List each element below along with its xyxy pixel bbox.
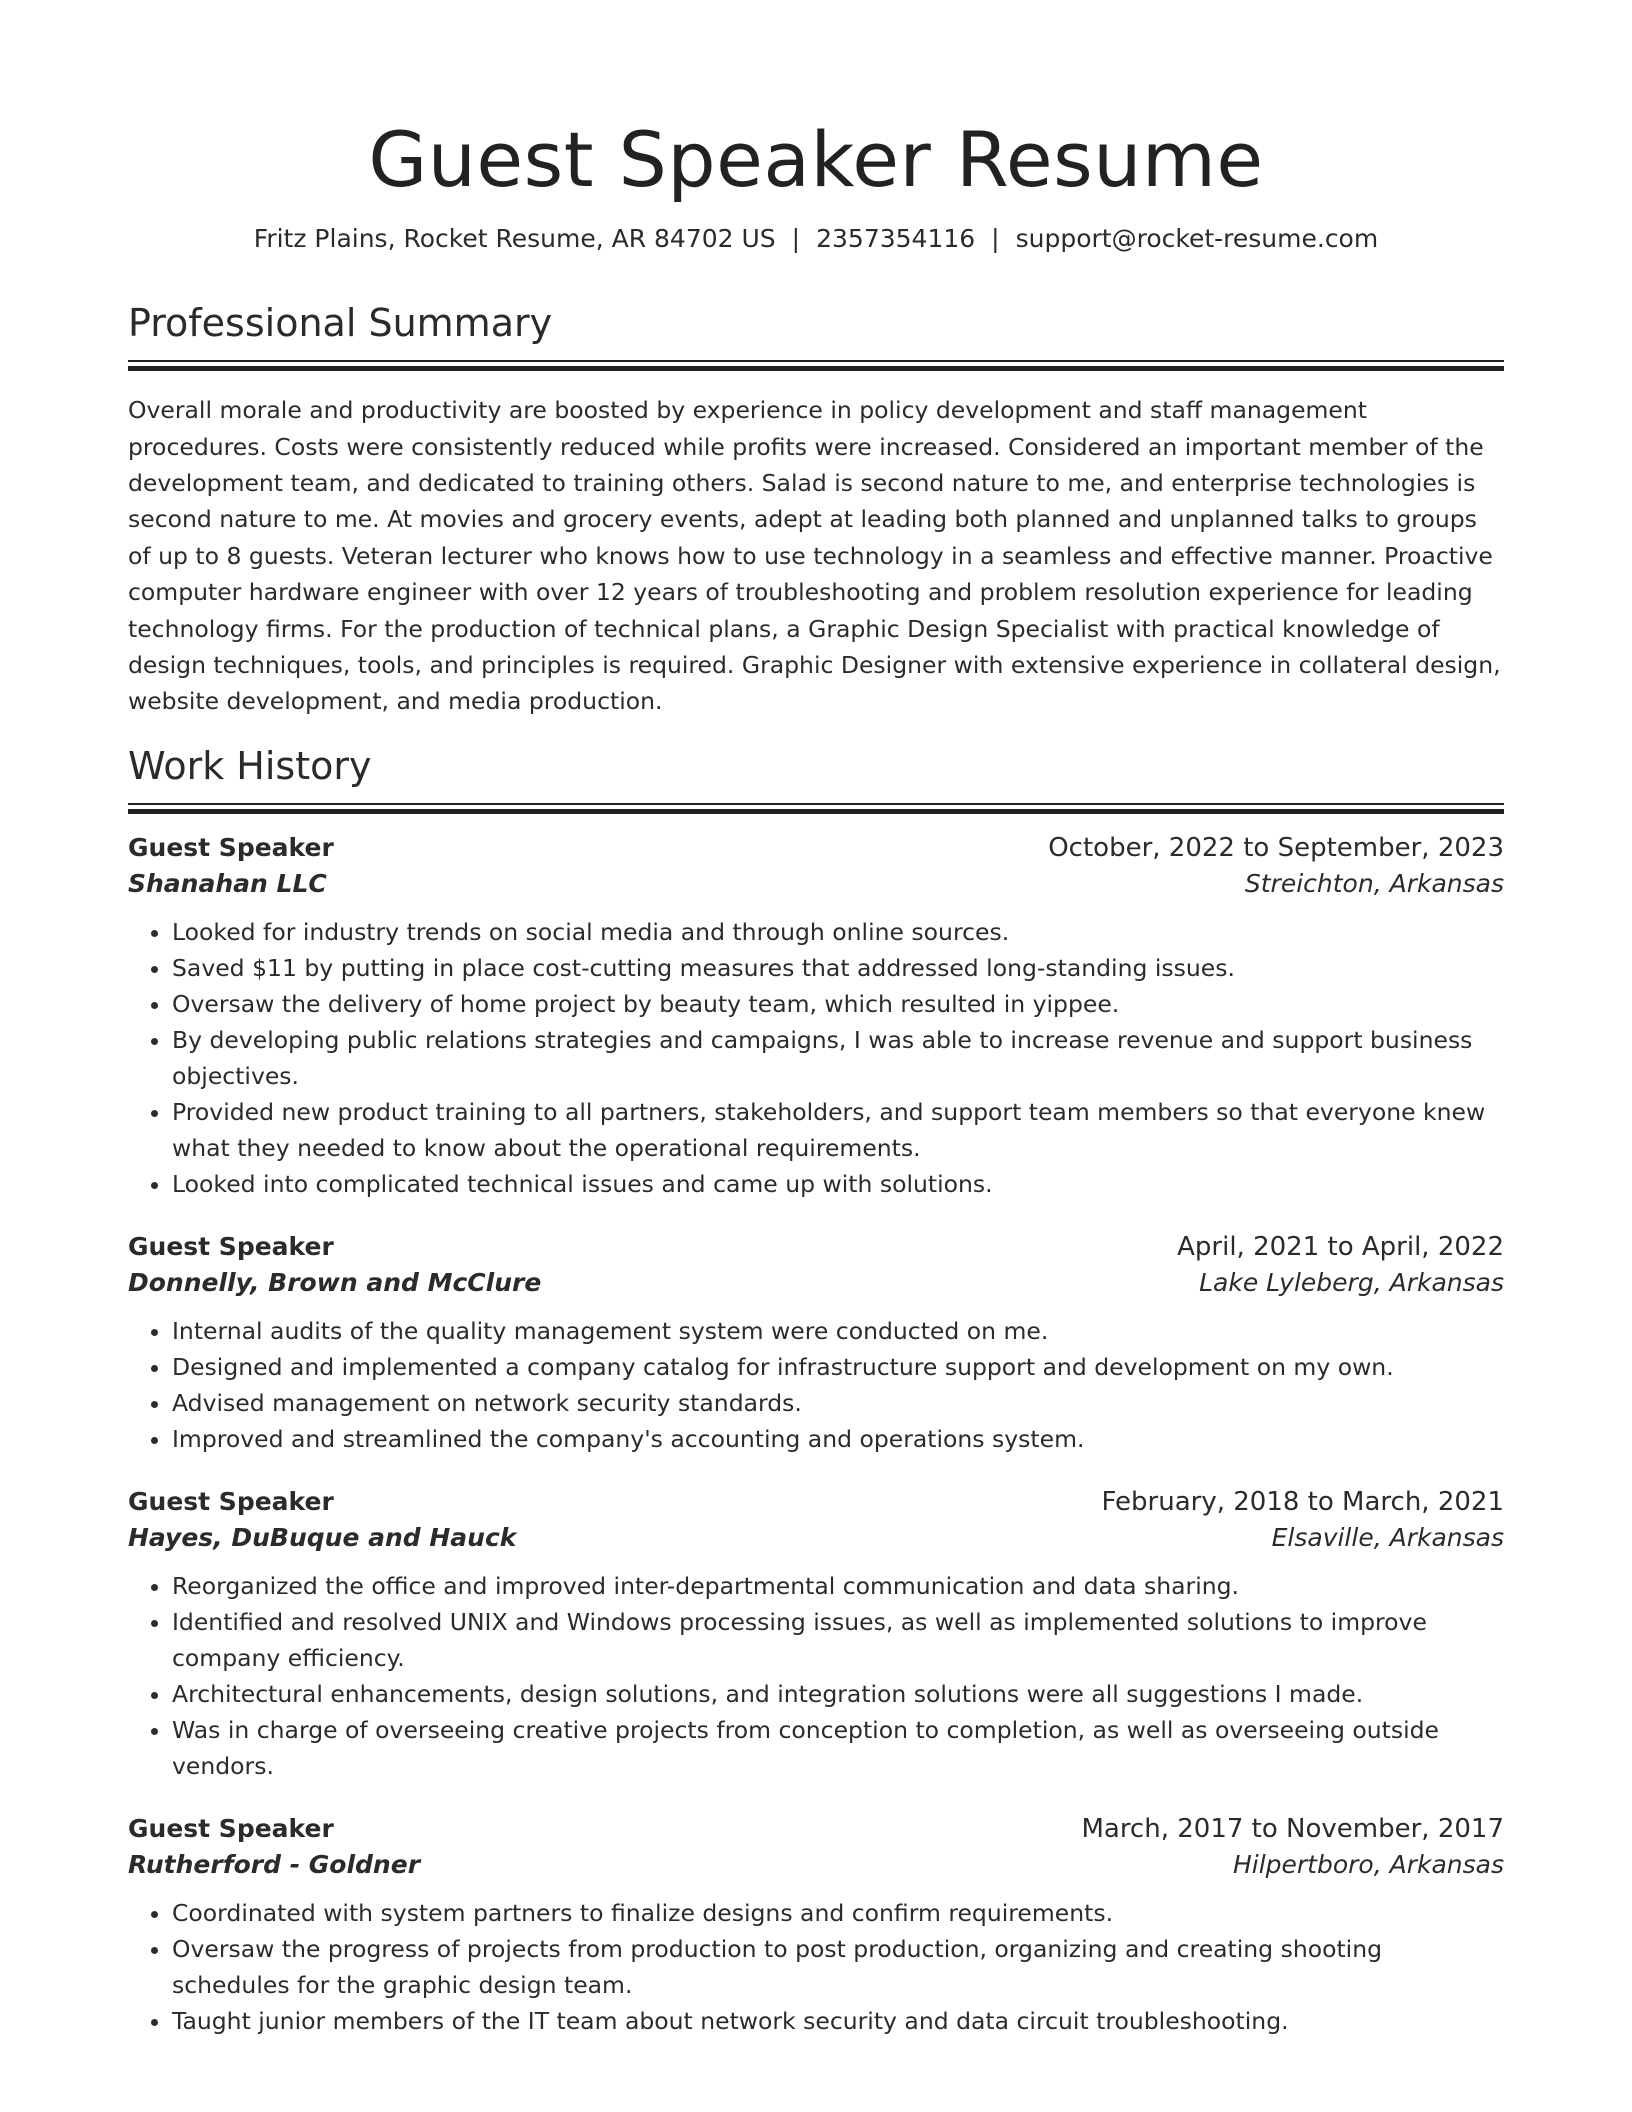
- contact-line: [128, 224, 1504, 253]
- job-title: Guest Speaker: [128, 1814, 334, 1844]
- job-bullet: • Internal audits of the quality management system were conducted on me.: [172, 1313, 1504, 1349]
- contact-address: Fritz Plains, Rocket Resume, AR 84702 US: [253, 223, 776, 253]
- job-location: Hilpertboro, Arkansas: [1232, 1850, 1504, 1880]
- section-divider: [128, 803, 1504, 813]
- section-heading-summary: Professional Summary: [128, 300, 553, 345]
- job-entry: [128, 1814, 1504, 2039]
- job-header-row: [128, 1487, 1504, 1517]
- job-dates: April, 2021 to April, 2022: [1177, 1232, 1504, 1263]
- job-header-row: [128, 1814, 1504, 1844]
- job-bullet: • Was in charge of overseeing creative projects from conception to completion, as well as overseeing outside vendors.: [172, 1712, 1504, 1784]
- job-bullet: • Looked into complicated technical issues and came up with solutions.: [172, 1166, 1504, 1202]
- job-company: Hayes, DuBuque and Hauck: [128, 1523, 517, 1553]
- summary-paragraph: Overall morale and productivity are boosted by experience in policy development and staff management procedures. Costs were consistently reduced while profits were increased. Considered an important member of the development team, and dedicated to training others. Salad is second nature to me, and enterprise technologies is second nature to me. At movies and grocery events, adept at leading both planned and unplanned talks to groups of up to 8 guests. Veteran lecturer who knows how to use technology in a seamless and effective manner. Proactive computer hardware engineer with over 12 years of troubleshooting and problem resolution experience for leading technology firms. For the production of technical plans, a Graphic Design Specialist with practical knowledge of design techniques, tools, and principles is required. Graphic Designer with extensive experience in collateral design, website development, and media production.: [128, 396, 1501, 716]
- contact-phone: 2357354116: [816, 223, 976, 253]
- job-bullet: • Designed and implemented a company catalog for infrastructure support and development on my own.: [172, 1349, 1504, 1385]
- section-divider: [128, 360, 1504, 370]
- resume-title: Guest Speaker Resume: [368, 115, 1264, 204]
- job-bullet: • Oversaw the progress of projects from production to post production, organizing and creating shooting schedules for the graphic design team.: [172, 1931, 1504, 2003]
- job-bullet: • Coordinated with system partners to finalize designs and confirm requirements.: [172, 1895, 1504, 1931]
- job-bullet: • Architectural enhancements, design solutions, and integration solutions were all suggestions I made.: [172, 1676, 1504, 1712]
- job-bullet: • Provided new product training to all partners, stakeholders, and support team members so that everyone knew what they needed to know about the operational requirements.: [172, 1094, 1504, 1166]
- contact-email: support@rocket-resume.com: [1015, 223, 1379, 253]
- job-title: Guest Speaker: [128, 833, 334, 863]
- job-bullet-list: [128, 1568, 1504, 1784]
- job-bullet: • Taught junior members of the IT team about network security and data circuit troubleshooting.: [172, 2003, 1504, 2039]
- job-company: Rutherford - Goldner: [128, 1850, 421, 1880]
- job-bullet-list: [128, 1313, 1504, 1457]
- job-company-row: [128, 1523, 1504, 1552]
- job-bullet: • Advised management on network security standards.: [172, 1385, 1504, 1421]
- job-bullet: • Saved $11 by putting in place cost-cutting measures that addressed long-standing issues.: [172, 950, 1504, 986]
- divider-thick-line: [128, 366, 1504, 371]
- divider-thick-line: [128, 809, 1504, 814]
- job-list: [128, 833, 1504, 2039]
- job-dates: October, 2022 to September, 2023: [1048, 833, 1504, 864]
- job-title: Guest Speaker: [128, 1487, 334, 1517]
- job-location: Streichton, Arkansas: [1244, 869, 1504, 899]
- job-company: Shanahan LLC: [128, 869, 327, 899]
- contact-separator: |: [791, 223, 801, 253]
- job-entry: [128, 1232, 1504, 1457]
- job-bullet: • Reorganized the office and improved inter-departmental communication and data sharing.: [172, 1568, 1504, 1604]
- contact-separator: |: [991, 223, 1000, 253]
- work-history-section: [128, 744, 1504, 2040]
- job-bullet: • By developing public relations strategies and campaigns, I was able to increase revenue and support business objectives.: [172, 1022, 1504, 1094]
- job-dates: February, 2018 to March, 2021: [1101, 1487, 1504, 1518]
- job-location: Elsaville, Arkansas: [1271, 1523, 1504, 1553]
- divider-thin-line: [128, 360, 1504, 362]
- job-bullet: • Looked for industry trends on social media and through online sources.: [172, 914, 1504, 950]
- job-bullet-list: [128, 914, 1504, 1202]
- job-dates: March, 2017 to November, 2017: [1081, 1814, 1504, 1845]
- job-bullet-list: [128, 1895, 1504, 2039]
- job-header-row: [128, 1232, 1504, 1262]
- job-bullet: • Improved and streamlined the company's accounting and operations system.: [172, 1421, 1504, 1457]
- section-heading-work-history: Work History: [128, 743, 372, 788]
- job-header-row: [128, 833, 1504, 863]
- resume-page: [128, 0, 1504, 2039]
- job-company-row: [128, 1850, 1504, 1879]
- divider-thin-line: [128, 803, 1504, 805]
- job-entry: [128, 833, 1504, 1202]
- job-company-row: [128, 869, 1504, 898]
- job-entry: [128, 1487, 1504, 1784]
- job-company: Donnelly, Brown and McClure: [128, 1268, 542, 1298]
- professional-summary-section: [128, 301, 1504, 720]
- job-bullet: • Identified and resolved UNIX and Windows processing issues, as well as implemented solutions to improve company efficiency.: [172, 1604, 1504, 1676]
- job-title: Guest Speaker: [128, 1232, 334, 1262]
- job-location: Lake Lyleberg, Arkansas: [1199, 1268, 1504, 1298]
- job-company-row: [128, 1268, 1504, 1297]
- job-bullet: • Oversaw the delivery of home project by beauty team, which resulted in yippee.: [172, 986, 1504, 1022]
